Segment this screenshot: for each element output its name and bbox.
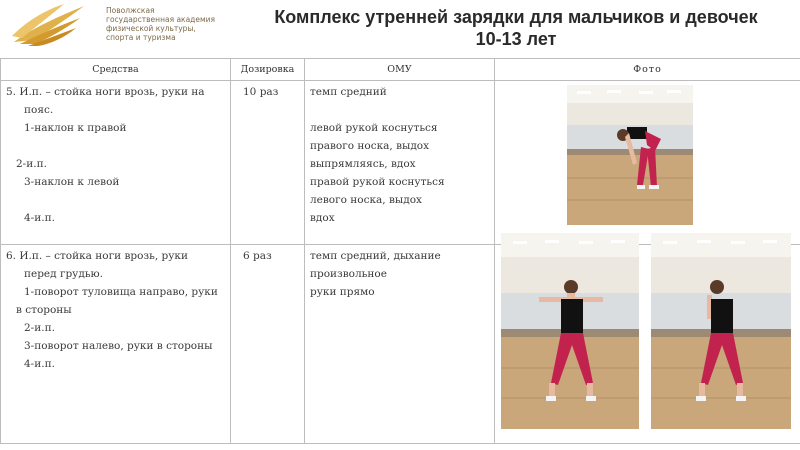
omu-cell [305,245,495,444]
table-header-row [1,59,800,81]
means-line: 3-поворот налево, руки в стороны [24,340,213,352]
omu-line: вдох [310,212,335,224]
column-header-omu: ОМУ [305,59,495,81]
academy-logo-icon [10,2,90,46]
photo-twist [651,233,791,429]
means-line: 4-и.п. [24,358,55,370]
omu-line: произвольное [310,268,387,280]
header [0,0,800,58]
means-line: в стороны [16,304,72,316]
organization-name [106,6,236,42]
means-line: 1-поворот туловища направо, руки [24,286,218,298]
means-line: 2-и.п. [24,322,55,334]
means-line: 5. И.п. – стойка ноги врозь, руки на [6,86,205,98]
means-line [6,191,225,209]
exercise-table [0,58,800,444]
omu-line: темп средний, дыхание [310,250,441,262]
means-line: перед грудью. [24,268,104,280]
table-row [1,81,800,245]
means-cell [1,81,231,245]
omu-line: руки прямо [310,286,375,298]
org-line: Поволжская [106,6,155,15]
photo-arms-sides [501,233,639,429]
org-line: государственная академия [106,15,216,24]
means-line: 3-наклон к левой [24,176,120,188]
omu-line: выпрямляясь, вдох [310,158,416,170]
table-row [1,245,800,444]
photo-cell [495,81,800,245]
means-cell [1,245,231,444]
column-header-photo: Фото [495,59,800,81]
column-header-means: Средства [1,59,231,81]
omu-line [310,101,489,119]
means-line: пояс. [24,104,54,116]
omu-line: правого носка, выдох [310,140,430,152]
page-title [232,6,800,50]
omu-line: левого носка, выдох [310,194,422,206]
org-line: спорта и туризма [106,33,176,42]
dosage-cell: 10 раз [231,81,305,245]
dosage-cell: 6 раз [231,245,305,444]
title-line-2: 10-13 лет [475,29,557,49]
omu-cell [305,81,495,245]
photo-cell [495,245,800,444]
omu-line: правой рукой коснуться [310,176,445,188]
means-line: 4-и.п. [24,212,55,224]
photo-side-bend [567,85,693,225]
means-line: 2-и.п. [16,158,47,170]
means-line: 6. И.п. – стойка ноги врозь, руки [6,250,188,262]
org-line: физической культуры, [106,24,196,33]
means-line [6,137,225,155]
omu-line: левой рукой коснуться [310,122,438,134]
means-line: 1-наклон к правой [24,122,127,134]
omu-line: темп средний [310,86,387,98]
column-header-dosage: Дозировка [231,59,305,81]
title-line-1: Комплекс утренней зарядки для мальчиков и девочек [274,7,758,27]
